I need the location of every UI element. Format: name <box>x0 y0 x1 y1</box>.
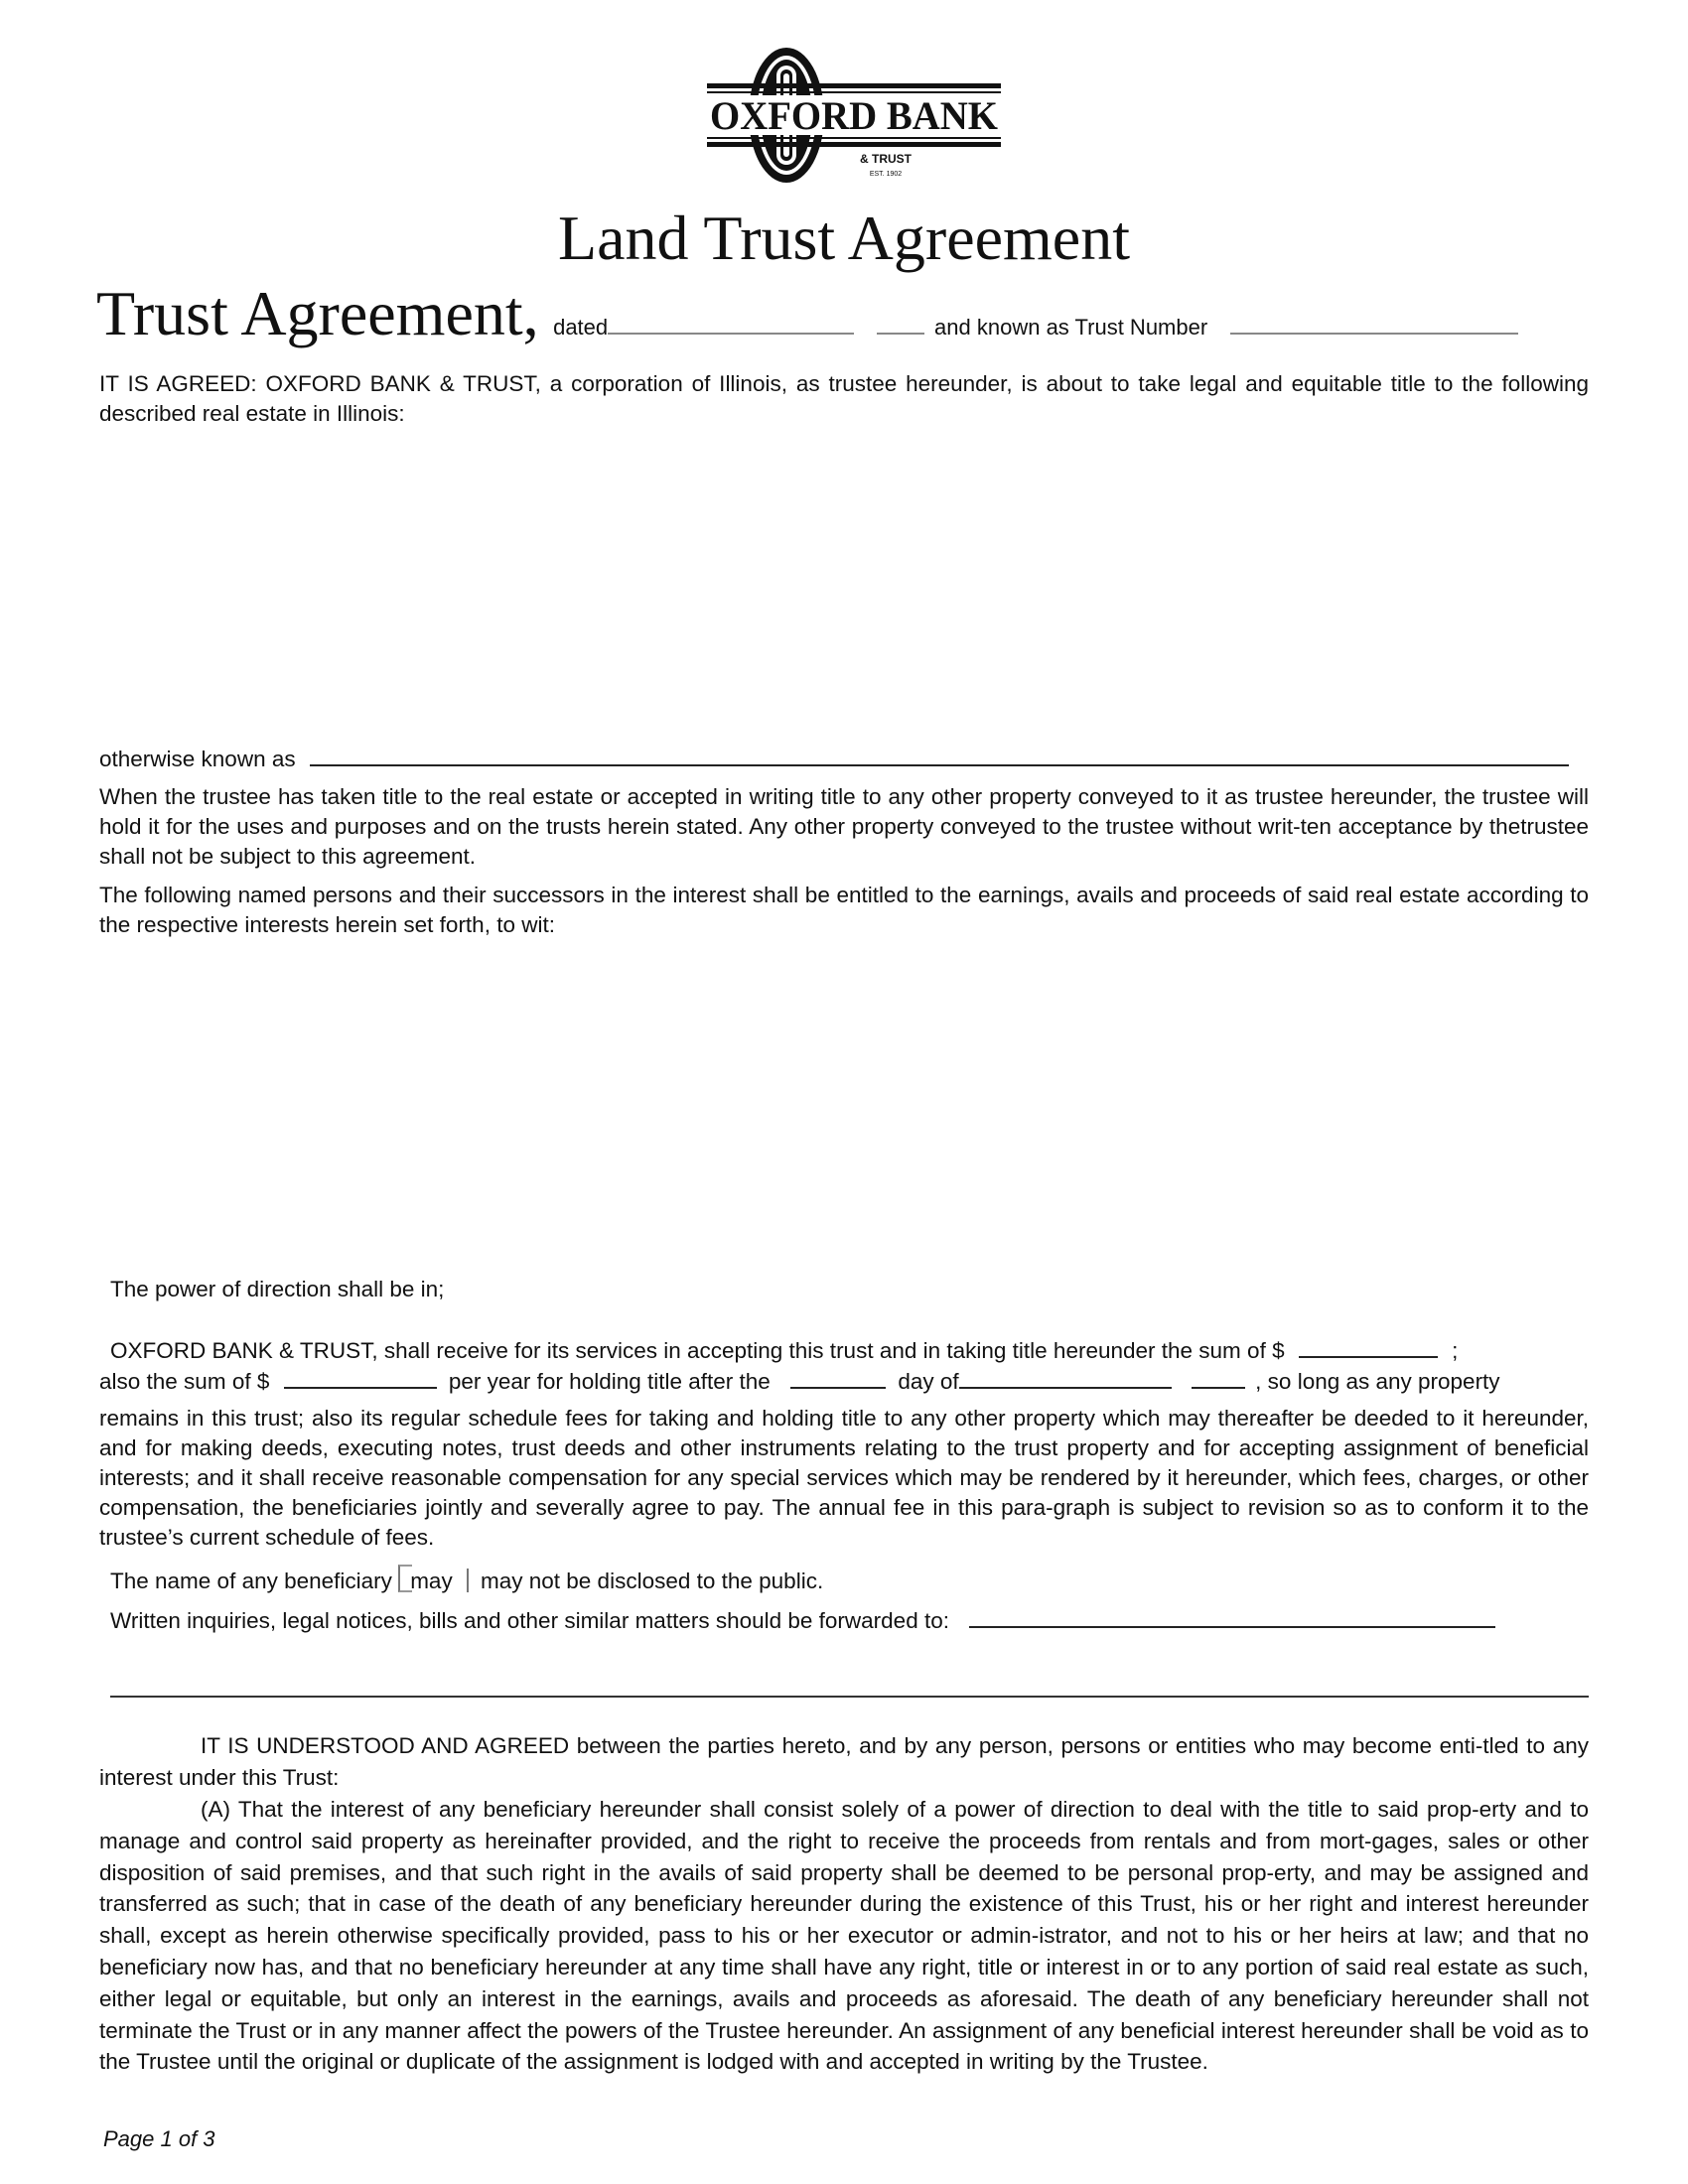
svg-text:& TRUST: & TRUST <box>860 152 912 166</box>
forward-to-row <box>110 1606 1589 1636</box>
dated-field[interactable] <box>608 332 854 335</box>
clause-a-paragraph: (A) That the interest of any beneficiary hereunder shall consist solely of a power of direction to deal with the title to said prop-erty and to manage and control said property as hereinafter provided, and the right to receive the proceeds from rentals and from mort-gages, sales or other disposition of said premises, and that such right in the avails of said property shall be deemed to be personal prop-erty, and may be assigned and transferred as such; that in case of the death of any beneficiary hereunder during the existence of this Trust, his or her right and interest hereunder shall, except as herein otherwise specifically provided, pass to his or her executor or admin-istrator, and not to his or her heirs at law; and that no beneficiary now has, and that no beneficiary hereunder at any time shall have any right, title or interest in or to any portion of said real estate as such, either legal or equitable, but only an interest in the earnings, avails and proceeds as aforesaid. The death of any beneficiary hereunder shall not terminate the Trust or in any manner affect the powers of the Trustee hereunder. An assignment of any beneficial interest hereunder shall be void as to the Trustee until the original or duplicate of the assignment is lodged with and accepted in writing by the Trustee. <box>99 1797 1589 2075</box>
trustee-title-paragraph: When the trustee has taken title to the real estate or accepted in writing title to any other property conveyed to it as trustee hereunder, the trustee will hold it for the uses and purposes and on the trusts herein stated. Any other property conveyed to the trustee without writ-ten acceptance by thetrustee shall not be subject to this agreement. <box>99 784 1589 869</box>
trust-agreement-heading: Trust Agreement, <box>96 278 539 348</box>
property-description-area[interactable] <box>99 437 1589 735</box>
otherwise-known-row <box>99 745 1589 774</box>
page-number: Page 1 of 3 <box>103 2126 215 2151</box>
beneficiary-disclosure-end: not be disclosed to the public. <box>528 1569 824 1593</box>
power-of-direction-label: The power of direction shall be in; <box>110 1277 445 1301</box>
forward-to-label: Written inquiries, legal notices, bills and other similar matters should be forwarded to: <box>110 1608 949 1633</box>
beneficiaries-paragraph: The following named persons and their successors in the interest shall be entitled to the earnings, avails and proceeds of said real estate according to the respective interests herein set forth, to wit: <box>99 883 1589 937</box>
fee-line-2-text-c: day of <box>898 1369 959 1394</box>
fee-line-2-text-d: , so long as any property <box>1255 1369 1500 1394</box>
forward-to-field-line-2[interactable] <box>110 1696 1589 1698</box>
fee-line-2-text-b: per year for holding title after the <box>448 1369 771 1394</box>
beneficiary-disclosure-text: The name of any beneficiary <box>110 1569 392 1593</box>
may-not-option-label: may <box>480 1569 523 1593</box>
otherwise-known-label: otherwise known as <box>99 747 296 771</box>
trust-number-label: and known as Trust Number <box>934 315 1208 340</box>
beneficiary-disclosure-row <box>110 1565 823 1596</box>
acceptance-fee-field[interactable] <box>1299 1355 1438 1358</box>
understood-paragraph: IT IS UNDERSTOOD AND AGREED between the parties hereto, and by any person, persons or entities who may become enti-tled to any interest under this Trust: <box>99 1733 1589 1790</box>
may-not-checkbox[interactable] <box>467 1569 469 1592</box>
fee-line-1-end: ; <box>1452 1338 1459 1363</box>
fee-day-field[interactable] <box>790 1386 886 1389</box>
intro-paragraph: IT IS AGREED: OXFORD BANK & TRUST, a corporation of Illinois, as trustee hereunder, is about to take legal and equitable title to the following described real estate in Illinois: <box>99 371 1589 426</box>
logo-emblem-icon <box>707 46 1001 185</box>
annual-fee-field[interactable] <box>284 1386 437 1389</box>
forward-to-field[interactable] <box>969 1625 1495 1628</box>
fee-line-1 <box>110 1336 1589 1366</box>
fee-year-field[interactable] <box>1192 1386 1245 1389</box>
trust-number-field[interactable] <box>1230 332 1518 335</box>
may-option-label: may <box>410 1569 453 1593</box>
svg-text:EST. 1902: EST. 1902 <box>869 171 903 178</box>
fee-line-2-text-a: also the sum of $ <box>99 1369 270 1394</box>
otherwise-known-field[interactable] <box>310 763 1569 766</box>
fee-line-2 <box>99 1367 1589 1397</box>
oxford-bank-logo <box>707 46 1001 185</box>
beneficiaries-area[interactable] <box>99 948 1589 1266</box>
dated-label: dated <box>553 315 609 340</box>
dated-year-field[interactable] <box>877 332 924 335</box>
fee-month-field[interactable] <box>959 1386 1172 1389</box>
fee-line-1-text: OXFORD BANK & TRUST, shall receive for its services in accepting this trust and in taking title hereunder the sum of $ <box>110 1338 1285 1363</box>
trust-header-row <box>96 276 1592 355</box>
fee-paragraph: remains in this trust; also its regular schedule fees for taking and holding title to any other property which may thereafter be deeded to it hereunder, and for making deeds, executing notes, trust deeds and other instruments relating to the trust property and for accepting assignment of beneficial interests; and it shall receive reasonable compensation for any special services which may be rendered by it hereunder, which fees, charges, or other compensation, the beneficiaries jointly and severally agree to pay. The annual fee in this para-graph is subject to revision so as to conform it to the trustee’s current schedule of fees. <box>99 1406 1589 1550</box>
document-title: Land Trust Agreement <box>558 203 1130 273</box>
svg-text:OXFORD BANK: OXFORD BANK <box>710 93 998 138</box>
